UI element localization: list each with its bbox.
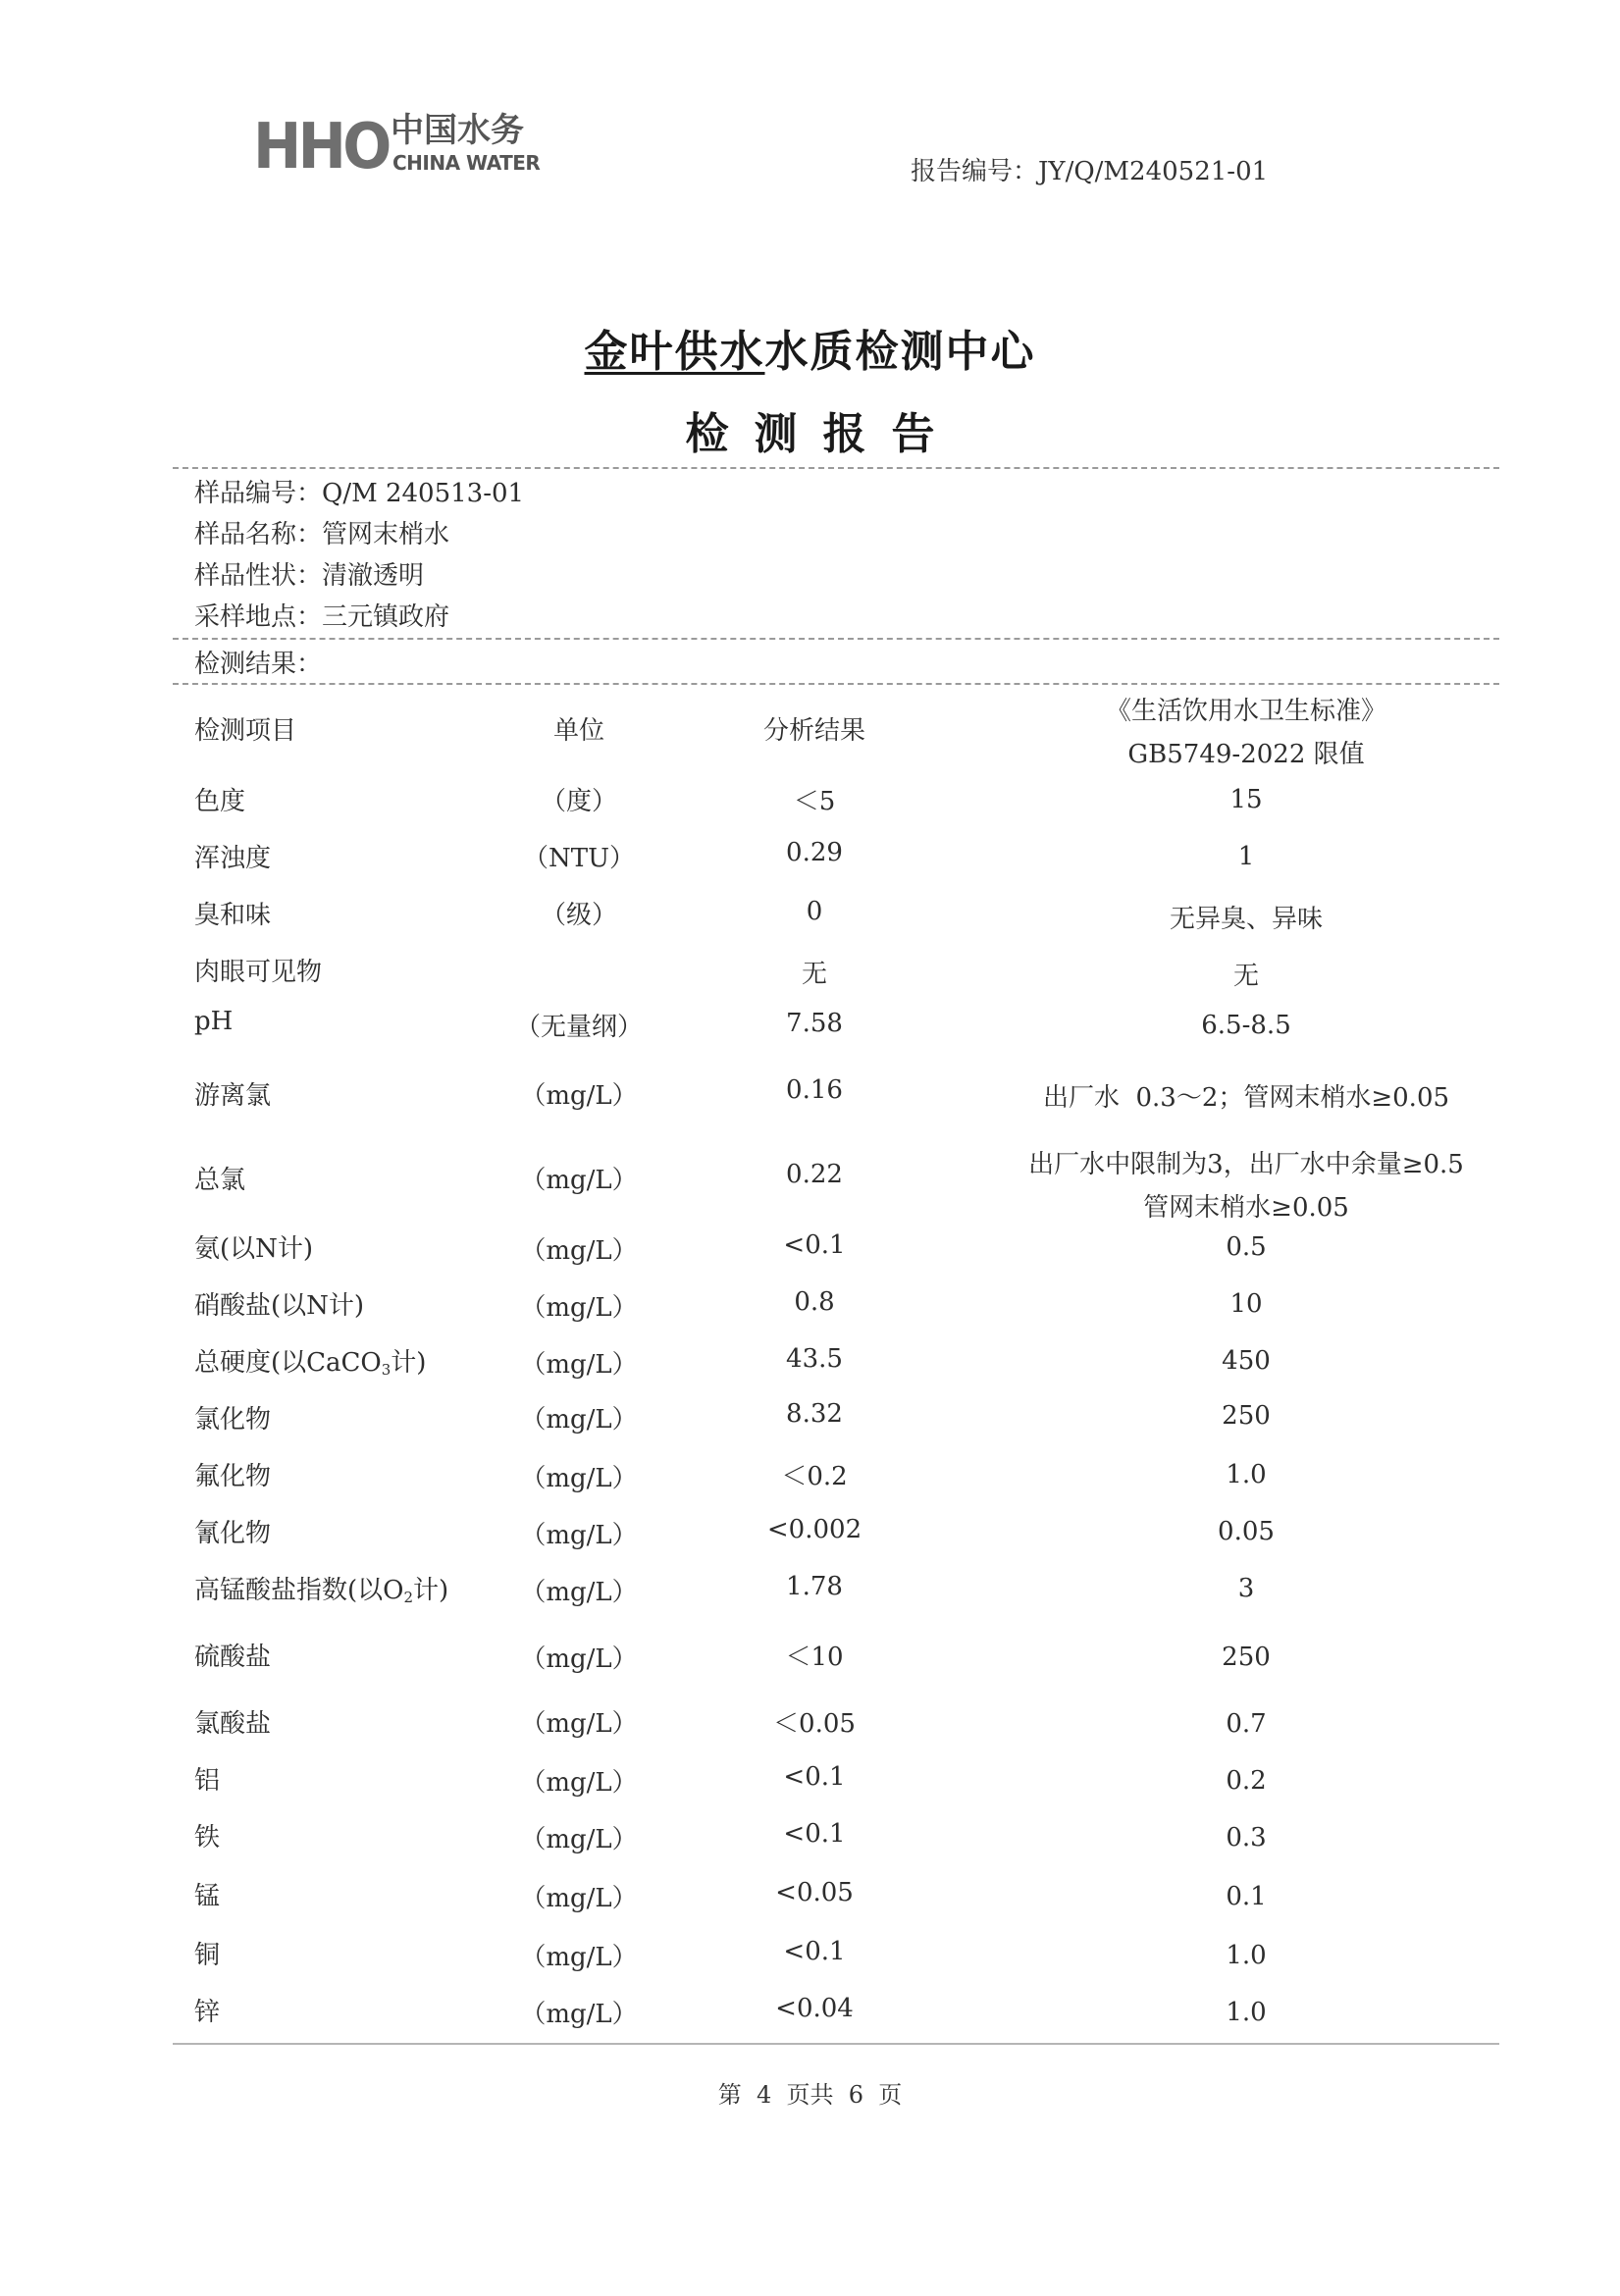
report-number: 报告编号：JY/Q/M240521-01 <box>911 157 1269 186</box>
sampling-location: 采样地点：三元镇政府 <box>194 602 450 632</box>
row-item: 铜 <box>194 1941 221 1970</box>
organization-title-underlined: 金叶供水 <box>584 327 765 377</box>
row-unit: （级） <box>540 901 617 930</box>
row-standard-line2: 管网末梢水≥0.05 <box>1143 1193 1349 1223</box>
row-item: 总氯 <box>194 1166 246 1195</box>
row-item: 铁 <box>194 1823 221 1852</box>
logo-chinese-text: 中国水务 <box>391 111 524 150</box>
row-item: 锰 <box>194 1882 221 1911</box>
row-result: 0.8 <box>794 1287 835 1317</box>
row-unit: （mg/L） <box>520 1768 638 1798</box>
row-result: ＜0.2 <box>781 1462 848 1491</box>
row-item-text: 高锰酸盐指数(以O <box>194 1576 404 1605</box>
row-result: <0.1 <box>783 1762 846 1792</box>
row-item: 铝 <box>194 1766 221 1796</box>
row-standard: 0.2 <box>1226 1766 1267 1796</box>
row-standard: 0.7 <box>1226 1709 1267 1739</box>
row-item: pH <box>194 1007 234 1036</box>
header-item: 检测项目 <box>194 716 297 746</box>
row-unit: （度） <box>540 787 617 816</box>
row-unit: （mg/L） <box>520 1644 638 1674</box>
sample-name: 样品名称：管网末梢水 <box>194 520 450 549</box>
row-standard: 10 <box>1229 1289 1263 1319</box>
row-item: 氯酸盐 <box>194 1709 272 1739</box>
row-item <box>194 1570 448 1606</box>
row-item: 硫酸盐 <box>194 1643 272 1672</box>
row-result: 0 <box>806 897 823 926</box>
row-result: <0.1 <box>783 1230 846 1260</box>
row-standard: 无 <box>1232 962 1259 991</box>
row-result: 0.29 <box>786 838 843 867</box>
row-result: <0.1 <box>783 1937 846 1966</box>
row-result: ＜10 <box>785 1643 844 1672</box>
row-unit: （mg/L） <box>520 2000 638 2029</box>
row-item: 游离氯 <box>194 1081 272 1111</box>
row-item: 浑浊度 <box>194 844 272 873</box>
row-unit: （mg/L） <box>520 1236 638 1266</box>
row-result: 1.78 <box>786 1572 843 1601</box>
row-unit: （mg/L） <box>520 1464 638 1493</box>
row-standard: 450 <box>1222 1346 1271 1376</box>
row-standard: 0.05 <box>1218 1517 1275 1546</box>
row-result: ＜5 <box>793 787 836 816</box>
organization-title-rest: 水质检测中心 <box>764 327 1036 377</box>
header-result: 分析结果 <box>762 716 865 746</box>
document-title: 检测报告 <box>685 409 961 459</box>
divider-table <box>173 683 1499 685</box>
logo-english-text: CHINA WATER <box>392 151 541 175</box>
row-standard: 6.5-8.5 <box>1201 1011 1291 1040</box>
row-result: <0.05 <box>775 1878 854 1907</box>
row-standard: 15 <box>1229 785 1263 814</box>
row-result: 43.5 <box>786 1344 843 1374</box>
row-standard: 0.5 <box>1226 1232 1267 1262</box>
row-unit: （mg/L） <box>520 1578 638 1607</box>
row-item: 锌 <box>194 1998 221 2027</box>
row-item-subscript: 2 <box>403 1589 414 1606</box>
row-unit: （mg/L） <box>520 1350 638 1380</box>
row-unit: （无量纲） <box>514 1013 643 1042</box>
row-item-suffix: 计) <box>413 1576 449 1605</box>
logo-mark: HHO <box>253 111 389 183</box>
row-standard: 1.0 <box>1226 1998 1267 2027</box>
divider-bottom <box>173 2043 1499 2045</box>
row-unit: （mg/L） <box>520 1081 638 1111</box>
row-result: 7.58 <box>786 1009 843 1038</box>
row-unit: （mg/L） <box>520 1884 638 1913</box>
row-item: 色度 <box>194 787 246 816</box>
sample-character: 样品性状：清澈透明 <box>194 561 425 591</box>
row-item-text: 总硬度(以CaCO <box>194 1348 382 1378</box>
row-unit: （mg/L） <box>520 1825 638 1854</box>
row-unit: （mg/L） <box>520 1293 638 1323</box>
row-item: 臭和味 <box>194 901 272 930</box>
row-item-suffix: 计) <box>391 1348 427 1378</box>
row-item <box>194 1342 426 1379</box>
row-standard: 0.1 <box>1226 1882 1267 1911</box>
page-number: 第 4 页共 6 页 <box>717 2081 903 2109</box>
divider-results <box>173 638 1499 640</box>
sample-number: 样品编号：Q/M 240513-01 <box>194 479 525 508</box>
row-result: <0.1 <box>783 1819 846 1849</box>
row-item: 氟化物 <box>194 1462 272 1491</box>
row-result: <0.002 <box>766 1515 862 1544</box>
row-result: <0.04 <box>775 1994 854 2023</box>
row-result: ＜0.05 <box>773 1709 856 1739</box>
row-unit: （mg/L） <box>520 1943 638 1972</box>
row-standard: 250 <box>1222 1643 1271 1672</box>
row-result: 无 <box>801 960 827 989</box>
header-unit: 单位 <box>552 716 604 746</box>
row-item: 硝酸盐(以N计) <box>194 1291 365 1321</box>
row-item-subscript: 3 <box>381 1361 392 1379</box>
row-standard: 1 <box>1237 842 1255 871</box>
row-standard: 1.0 <box>1226 1460 1267 1489</box>
row-standard: 1.0 <box>1226 1941 1267 1970</box>
row-standard: 出厂水 0.3～2；管网末梢水≥0.05 <box>1042 1083 1450 1113</box>
row-unit: （mg/L） <box>520 1166 638 1195</box>
results-label: 检测结果： <box>194 650 323 679</box>
china-water-logo <box>253 110 548 188</box>
row-unit: （NTU） <box>522 844 635 873</box>
row-standard: 0.3 <box>1226 1823 1267 1852</box>
header-standard-line1: 《生活饮用水卫生标准》 <box>1105 697 1386 726</box>
row-result: 0.22 <box>786 1160 843 1189</box>
header-standard-line2: GB5749-2022 限值 <box>1127 740 1365 769</box>
divider-top <box>173 467 1499 469</box>
row-item: 氯化物 <box>194 1405 272 1435</box>
row-item: 肉眼可见物 <box>194 958 323 987</box>
row-item: 氨(以N计) <box>194 1234 314 1264</box>
organization-title <box>0 316 1620 379</box>
row-item: 氰化物 <box>194 1519 272 1548</box>
row-unit: （mg/L） <box>520 1405 638 1435</box>
row-standard: 250 <box>1222 1401 1271 1431</box>
row-result: 8.32 <box>786 1399 843 1429</box>
row-standard: 出厂水中限制为3，出厂水中余量≥0.5 <box>1028 1150 1464 1179</box>
row-standard: 3 <box>1237 1574 1255 1603</box>
row-standard: 无异臭、异味 <box>1169 905 1323 934</box>
row-result: 0.16 <box>786 1075 843 1105</box>
row-unit: （mg/L） <box>520 1521 638 1550</box>
row-unit: （mg/L） <box>520 1709 638 1739</box>
